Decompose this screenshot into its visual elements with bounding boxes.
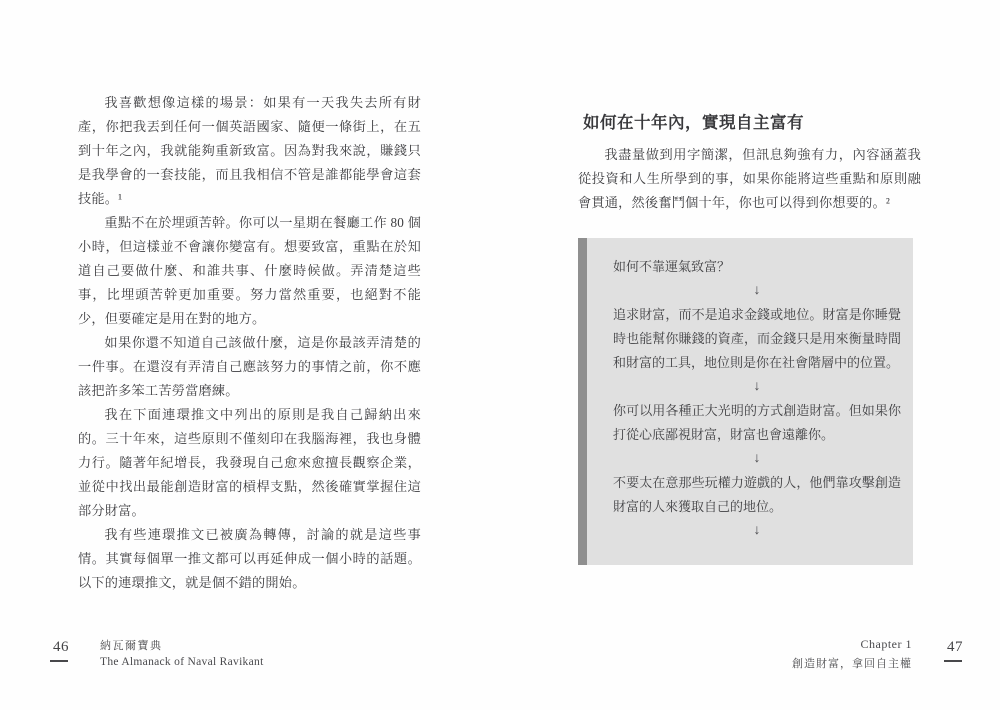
tweetstorm-box: [578, 238, 913, 565]
left-page-body-text: [78, 91, 421, 595]
down-arrow-icon: ↓: [753, 523, 761, 538]
left-page-number-rule: [50, 660, 68, 662]
chapter-title: 創造財富，拿回自主權: [792, 658, 912, 670]
right-page-number-block: [943, 639, 967, 662]
right-page-number-rule: [944, 660, 962, 662]
section-heading: 如何在十年內，實現自主富有: [583, 113, 804, 133]
paragraph-tweetstorm-spread: 我有些連環推文已被廣為轉傳，討論的就是這些事情。其實每個單一推文都可以再延伸成一個小時的話題。以下的連環推文，就是個不錯的開始。: [78, 527, 421, 590]
tweet-item-status-games: 不要太在意那些玩權力遊戲的人，他們靠攻擊創造財富的人來獲取自己的地位。: [613, 475, 901, 514]
book-title-en: The Almanack of Naval Ravikant: [100, 656, 264, 668]
tweetstorm-box-content: [613, 255, 901, 543]
tweet-item-title: 如何不靠運氣致富？: [613, 259, 731, 274]
chapter-label: Chapter 1: [860, 637, 912, 651]
book-title-block: [100, 637, 264, 668]
chapter-footer-block: [792, 637, 912, 671]
book-title-zh: 納瓦爾寶典: [100, 640, 163, 652]
tweet-item-ethical-wealth: 你可以用各種正大光明的方式創造財富。但如果你打從心底鄙視財富，財富也會遠離你。: [613, 403, 901, 442]
down-arrow-icon: ↓: [753, 451, 761, 466]
section-intro-paragraph: 我盡量做到用字簡潔，但訊息夠強有力，內容涵蓋我從投資和人生所學到的事，如果你能將這些重點和原則融會貫通，然後奮鬥個十年，你也可以得到你想要的。²: [578, 147, 921, 210]
down-arrow-icon: ↓: [753, 379, 761, 394]
left-page-number-block: [49, 639, 73, 662]
down-arrow-icon: ↓: [753, 283, 761, 298]
paragraph-tweetstorm-principles: 我在下面連環推文中列出的原則是我自己歸納出來的。三十年來，這些原則不僅刻印在我腦海裡，我也身體力行。隨著年紀增長，我發現自己愈來愈擅長觀察企業，並從中找出最能創造財富的槓桿支點，然後確實掌握住這部分財富。: [78, 407, 421, 518]
paragraph-figure-out-first: 如果你還不知道自己該做什麼，這是你最該弄清楚的一件事。在還沒有弄清自己應該努力的事情之前，你不應該把許多笨工苦勞當磨練。: [78, 335, 421, 398]
tweet-item-seek-wealth: 追求財富，而不是追求金錢或地位。財富是你睡覺時也能幫你賺錢的資產，而金錢只是用來衡量時間和財富的工具，地位則是你在社會階層中的位置。: [613, 307, 901, 370]
right-page-number: 47: [947, 639, 963, 655]
paragraph-not-hard-work: 重點不在於埋頭苦幹。你可以一星期在餐廳工作 80 個小時，但這樣並不會讓你變富有。想要致富，重點在於知道自己要做什麼、和誰共事、什麼時候做。弄清楚這些事，比埋頭苦幹更加重要。努力當然重要，也絕對不能少，但要確定是用在對的地方。: [78, 215, 421, 326]
tweetstorm-box-left-strip: [578, 238, 587, 565]
left-page-number: 46: [53, 639, 69, 655]
paragraph-imagine-scenario: 我喜歡想像這樣的場景：如果有一天我失去所有財產，你把我丟到任何一個英語國家、隨便一條街上，在五到十年之內，我就能夠重新致富。因為對我來說，賺錢只是我學會的一套技能，而且我相信不管是誰都能學會這套技能。¹: [78, 95, 421, 206]
